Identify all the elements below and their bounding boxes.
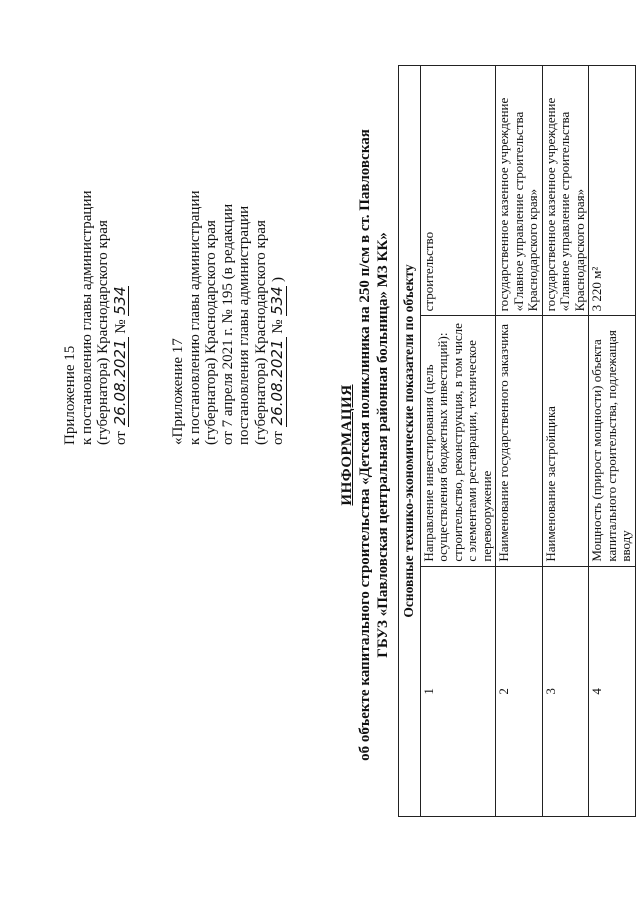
row-number: 4 bbox=[589, 566, 636, 816]
appendix-17-title: «Приложение 17 bbox=[170, 338, 186, 445]
appendix-17-line2: (губернатора) Краснодарского края bbox=[203, 220, 219, 445]
appendix-17-line4: постановления главы администрации bbox=[236, 205, 252, 445]
appendix-15-line1: к постановлению главы администрации bbox=[78, 190, 95, 445]
appendix-15-line2: (губернатора) Краснодарского края bbox=[95, 220, 111, 445]
appendix-17-closing: ) bbox=[270, 276, 286, 282]
appendix-17-line3: от 7 апреля 2021 г. № 195 (в редакции bbox=[219, 203, 236, 445]
row-indicator-value: строительство bbox=[420, 66, 496, 316]
appendix-17-handwritten-number: 534 bbox=[268, 286, 286, 316]
row-number: 1 bbox=[420, 566, 496, 816]
row-indicator-name: Мощность (прирост мощности) объекта капитального строительства, подлежащая вводу bbox=[589, 316, 636, 566]
row-indicator-name: Направление инвестирования (цель осуществления бюджетных инвестиций): строительство, реконструкция, в том числе с элементами реставрации, техническое перевооружение bbox=[420, 316, 496, 566]
row-indicator-value: 3 220 м² bbox=[589, 66, 636, 316]
indicators-table bbox=[398, 65, 636, 817]
appendix-15-handwritten-date: 26.08.2021 bbox=[110, 339, 129, 426]
document-subtitle-line1: об объекте капитального строительства «Детская поликлиника на 250 п/см в ст. Павловская bbox=[357, 129, 373, 761]
appendix-17-number-label: № bbox=[270, 319, 286, 334]
row-number: 2 bbox=[496, 566, 543, 816]
document-title-block bbox=[338, 95, 392, 795]
appendix-15-date-line bbox=[112, 190, 130, 445]
document-subtitle-line2: ГБУЗ «Павловская центральная районная больница» МЗ КК» bbox=[375, 232, 391, 658]
appendix-17-from-label: от bbox=[270, 431, 286, 445]
table-caption: Основные технико-экономические показатели по объекту bbox=[399, 66, 421, 817]
row-indicator-value: государственное казенное учреждение «Главное управление строительства Краснодарского края» bbox=[496, 66, 543, 316]
table-caption-row bbox=[399, 66, 421, 817]
appendix-15-number-label: № bbox=[112, 319, 129, 334]
appendix-15-handwritten-number: 534 bbox=[110, 286, 129, 316]
row-indicator-name: Наименование застройщика bbox=[542, 316, 589, 566]
document-heading: ИНФОРМАЦИЯ bbox=[339, 384, 355, 506]
appendix-17-line5: (губернатора) Краснодарского края bbox=[252, 220, 269, 445]
appendix-17-block bbox=[170, 190, 287, 445]
table-row bbox=[589, 66, 636, 817]
table-row bbox=[496, 66, 543, 817]
table-row bbox=[542, 66, 589, 817]
row-number: 3 bbox=[542, 566, 589, 816]
appendix-17-handwritten-date: 26.08.2021 bbox=[268, 339, 286, 426]
row-indicator-name: Наименование государственного заказчика bbox=[496, 316, 543, 566]
row-indicator-value: государственное казенное учреждение «Главное управление строительства Краснодарского края» bbox=[542, 66, 589, 316]
appendix-15-title: Приложение 15 bbox=[62, 345, 78, 445]
appendix-17-line1: к постановлению главы администрации bbox=[186, 190, 203, 445]
appendix-17-date-line bbox=[269, 190, 287, 445]
appendix-15-block bbox=[62, 190, 129, 445]
table-row bbox=[420, 66, 496, 817]
appendix-15-from-label: от bbox=[112, 431, 129, 445]
